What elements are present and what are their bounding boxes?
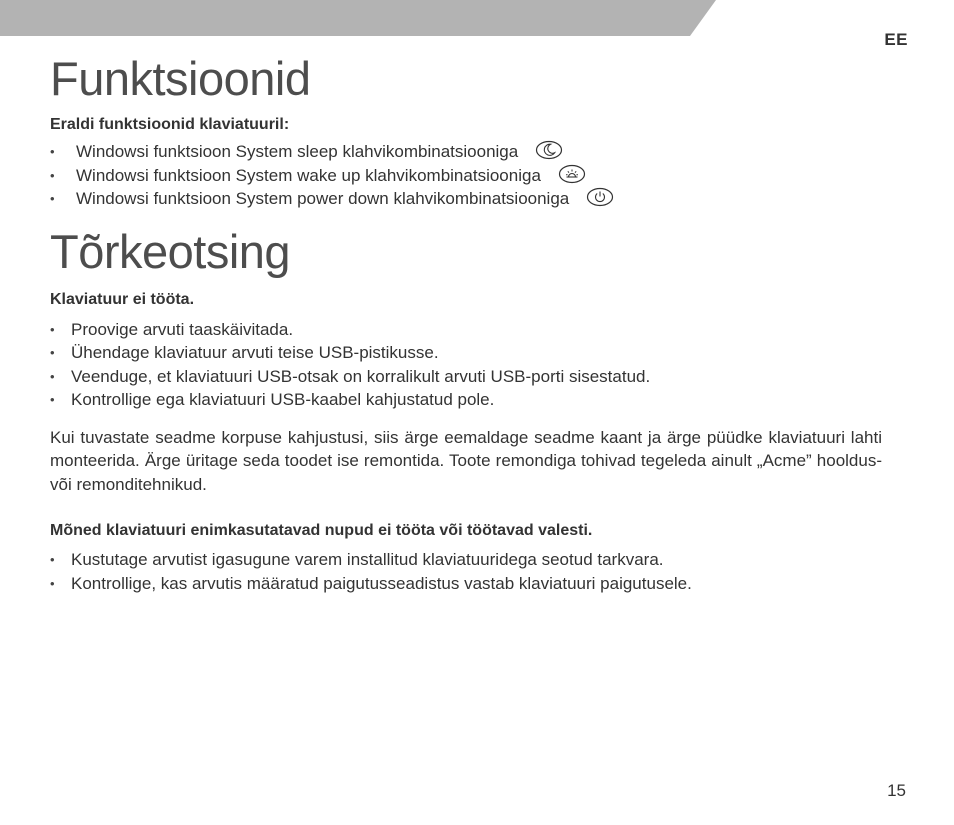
wake-sun-icon [558, 164, 586, 184]
list-item: • Kontrollige ega klaviatuuri USB-kaabel kahjustatud pole. [50, 388, 882, 412]
list-item: • Proovige arvuti taaskäivitada. [50, 318, 882, 342]
troubleshooting-title: Tõrkeotsing [50, 224, 291, 278]
features-list [50, 140, 882, 211]
features-title: Funktsioonid [50, 52, 311, 105]
list-item: • Ühendage klaviatuur arvuti teise USB-pistikusse. [50, 341, 882, 365]
list-item: • Kontrollige, kas arvutis määratud paigutusseadistus vastab klaviatuuri paigutusele. [50, 572, 882, 596]
list-item [50, 187, 882, 211]
header-band [0, 0, 954, 36]
page-content [50, 52, 882, 595]
page-number: 15 [887, 781, 906, 800]
header-band-shape [0, 0, 716, 36]
feature-text: Windowsi funktsioon System power down klahvikombinatsiooniga [76, 189, 570, 208]
features-subtitle: Eraldi funktsioonid klaviatuuril: [50, 116, 290, 133]
list-item: • Veenduge, et klaviatuuri USB-otsak on korralikult arvuti USB-porti sisestatud. [50, 365, 882, 389]
list-item [50, 140, 882, 164]
sleep-moon-icon [535, 140, 563, 160]
issue1-tips-list [50, 318, 882, 412]
power-icon [586, 187, 614, 207]
feature-text: Windowsi funktsioon System sleep klahvikombinatsiooniga [76, 142, 519, 161]
list-item [50, 164, 882, 188]
language-code: EE [884, 30, 908, 49]
issue-heading-keyboard-not-working: Klaviatuur ei tööta. [50, 290, 195, 308]
list-item: • Kustutage arvutist igasugune varem installitud klaviatuuridega seotud tarkvara. [50, 548, 882, 572]
warning-paragraph: Kui tuvastate seadme korpuse kahjustusi, siis ärge eemaldage seadme kaant ja ärge püüdke klaviatuuri lahti monteerida. Ärge üritage seda toodet ise remontida. Toote remondiga tohivad tegeleda ainult „Acme” hooldus- või remonditehnikud. [50, 427, 882, 494]
feature-text: Windowsi funktsioon System wake up klahvikombinatsiooniga [76, 165, 541, 185]
issue2-tips-list [50, 548, 882, 595]
issue-heading-keys-malfunction: Mõned klaviatuuri enimkasutatavad nupud ei tööta või töötavad valesti. [50, 522, 593, 539]
